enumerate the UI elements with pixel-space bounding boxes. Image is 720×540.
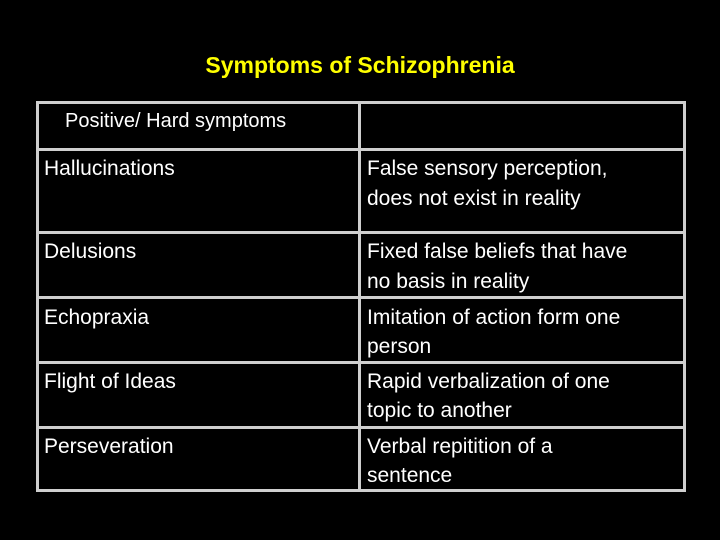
symptom-perseveration: Perseveration	[44, 435, 174, 458]
description-perseveration-line2: sentence	[367, 464, 453, 487]
description-echopraxia-line1: Imitation of action form one	[367, 306, 621, 329]
row-divider	[36, 296, 686, 299]
description-flight-of-ideas-line2: topic to another	[367, 399, 512, 422]
header-positive-hard-symptoms: Positive/ Hard symptoms	[65, 110, 287, 132]
description-flight-of-ideas-line1: Rapid verbalization of one	[367, 370, 610, 393]
table-border-top	[36, 101, 686, 104]
symptom-delusions: Delusions	[44, 240, 137, 263]
description-delusions-line1: Fixed false beliefs that have	[367, 240, 628, 263]
row-divider	[36, 231, 686, 234]
description-hallucinations-line1: False sensory perception,	[367, 157, 608, 180]
description-perseveration-line1: Verbal repitition of a	[367, 435, 553, 458]
symptom-flight-of-ideas: Flight of Ideas	[44, 370, 176, 393]
symptoms-table	[36, 101, 686, 492]
description-hallucinations-line2: does not exist in reality	[367, 187, 581, 210]
symptom-hallucinations: Hallucinations	[44, 157, 175, 180]
description-delusions-line2: no basis in reality	[367, 270, 530, 293]
symptom-echopraxia: Echopraxia	[44, 306, 150, 329]
row-divider	[36, 426, 686, 429]
row-divider	[36, 361, 686, 364]
header-divider	[36, 148, 686, 151]
slide-title: Symptoms of Schizophrenia	[205, 52, 515, 78]
table-border-bottom	[36, 489, 686, 492]
description-echopraxia-line2: person	[367, 335, 432, 358]
